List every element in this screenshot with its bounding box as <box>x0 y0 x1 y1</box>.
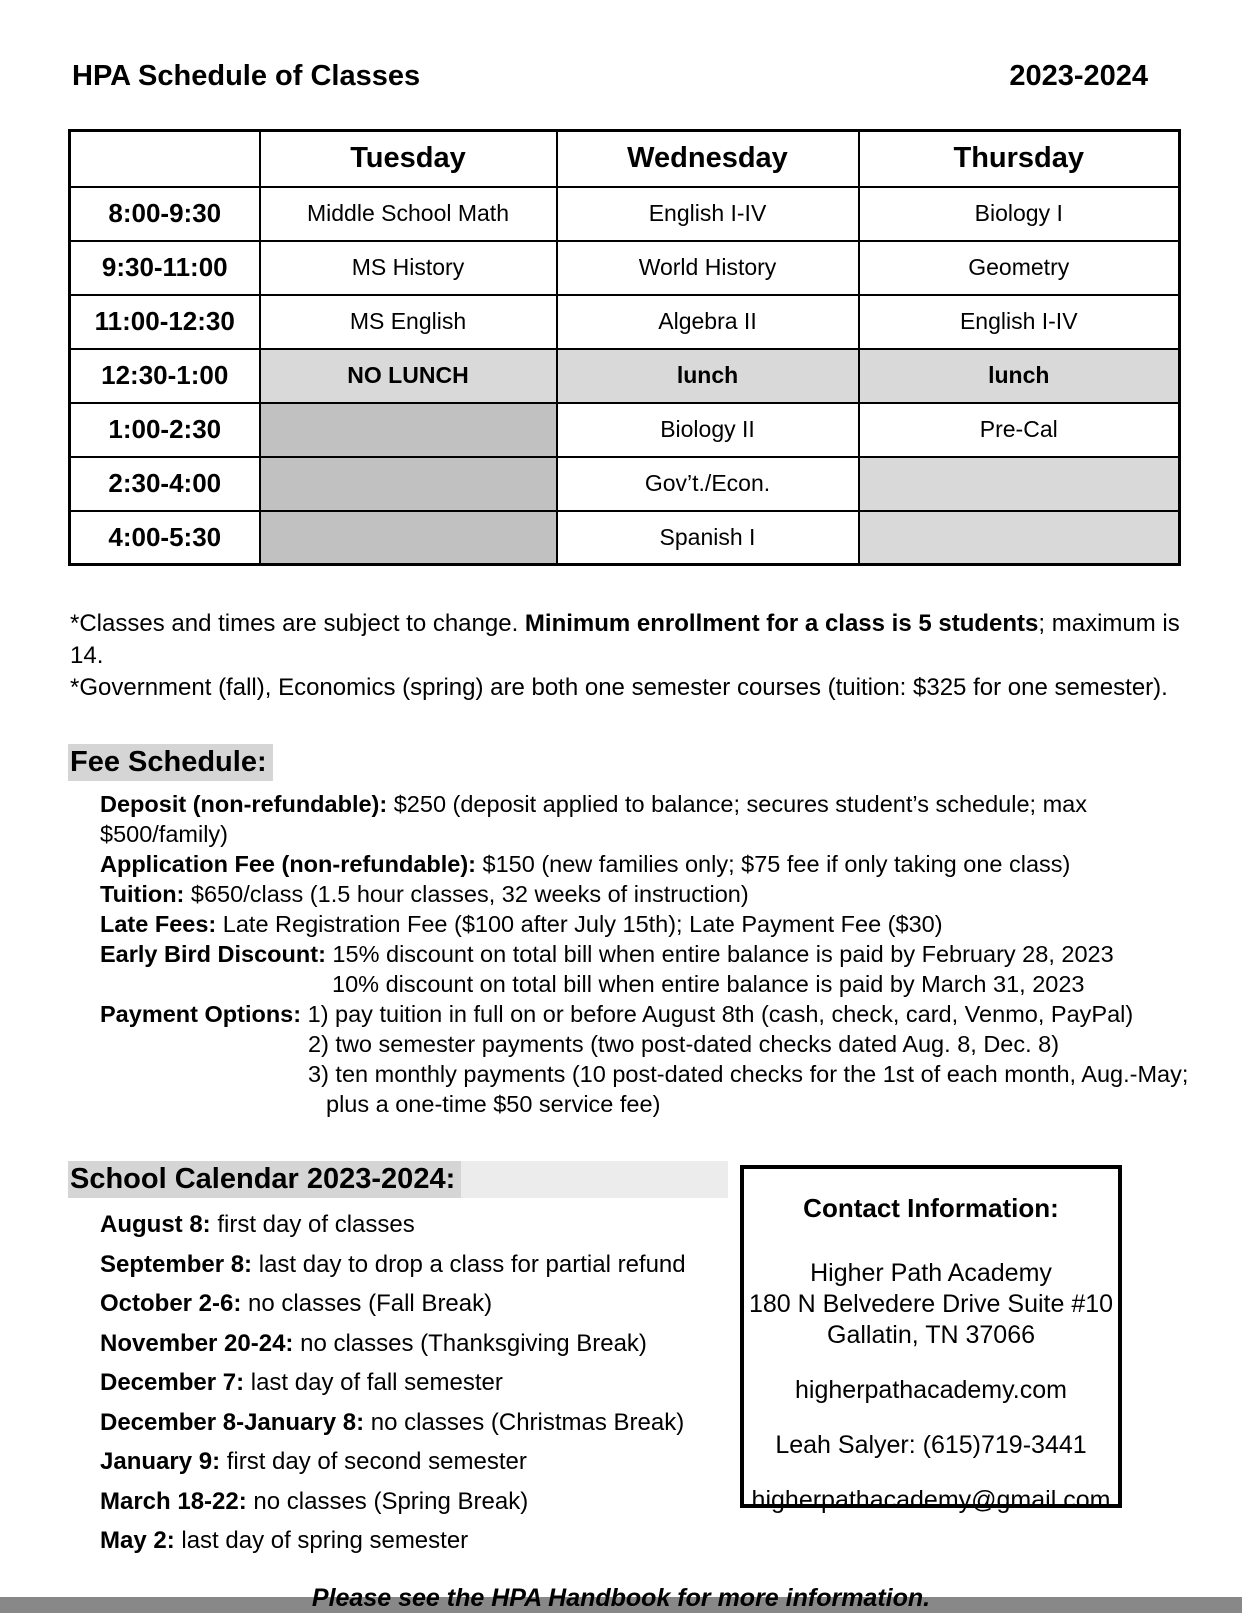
blocked-cell <box>260 457 557 511</box>
time-slot: 9:30-11:00 <box>70 241 260 295</box>
class-cell: Geometry <box>859 241 1180 295</box>
blocked-cell <box>859 457 1180 511</box>
fee-line-continuation: 3) ten monthly payments (10 post-dated checks for the 1st of each month, Aug.-May; <box>308 1061 1189 1087</box>
time-slot: 11:00-12:30 <box>70 295 260 349</box>
contact-website: higherpathacademy.com <box>795 1376 1067 1404</box>
table-row-lunch <box>70 349 1180 403</box>
calendar-event: October 2-6: no classes (Fall Break) <box>100 1290 493 1317</box>
class-cell: Spanish I <box>557 511 859 565</box>
class-cell: Biology II <box>557 403 859 457</box>
footnotes <box>70 608 1212 704</box>
lunch-cell: lunch <box>859 349 1180 403</box>
calendar-event: November 20-24: no classes (Thanksgiving Break) <box>100 1329 647 1357</box>
class-cell: English I-IV <box>859 295 1180 349</box>
table-row <box>70 295 1180 349</box>
table-row <box>70 457 1180 511</box>
document-header <box>0 0 1242 93</box>
blocked-cell <box>859 511 1180 565</box>
fee-line: Tuition: $650/class (1.5 hour classes, 32 weeks of instruction) <box>100 881 749 907</box>
calendar-event: January 9: first day of second semester <box>100 1448 527 1475</box>
contact-information-box <box>740 1165 1122 1514</box>
column-header-wednesday: Wednesday <box>557 131 859 187</box>
time-slot: 1:00-2:30 <box>70 403 260 457</box>
fee-line: Late Fees: Late Registration Fee ($100 after July 15th); Late Payment Fee ($30) <box>100 911 943 937</box>
calendar-event: August 8: first day of classes <box>100 1211 415 1238</box>
table-row <box>70 241 1180 295</box>
fee-line: Early Bird Discount: 15% discount on total bill when entire balance is paid by February 28, 2023 <box>100 941 1114 967</box>
contact-address-line2: Gallatin, TN 37066 <box>827 1321 1035 1349</box>
fee-line-continuation: plus a one-time $50 service fee) <box>326 1091 661 1117</box>
class-cell: Algebra II <box>557 295 859 349</box>
calendar-event: March 18-22: no classes (Spring Break) <box>100 1487 529 1515</box>
blocked-cell <box>260 511 557 565</box>
table-row <box>70 187 1180 241</box>
table-row <box>70 403 1180 457</box>
footnote-bold: Minimum enrollment for a class is 5 students <box>524 610 1039 637</box>
lunch-cell: NO LUNCH <box>260 349 557 403</box>
table-row <box>70 511 1180 565</box>
time-slot: 2:30-4:00 <box>70 457 260 511</box>
contact-name: Higher Path Academy <box>810 1259 1052 1287</box>
school-calendar-section <box>68 1161 740 1568</box>
contact-heading: Contact Information: <box>803 1193 1059 1223</box>
calendar-event: May 2: last day of spring semester <box>100 1527 469 1554</box>
calendar-heading: School Calendar 2023-2024: <box>68 1161 461 1198</box>
time-slot: 12:30-1:00 <box>70 349 260 403</box>
lunch-cell: lunch <box>557 349 859 403</box>
fee-line: Payment Options: 1) pay tuition in full on or before August 8th (cash, check, card, Venmo, PayPal) <box>100 1001 1134 1027</box>
class-cell: Biology I <box>859 187 1180 241</box>
calendar-events <box>68 1212 740 1553</box>
footnote-line: *Classes and times are subject to change. Minimum enrollment for a class is 5 students; maximum is 14. <box>70 610 1180 669</box>
calendar-and-contact <box>68 1161 1242 1568</box>
fee-line-continuation: 10% discount on total bill when entire balance is paid by March 31, 2023 <box>332 971 1085 997</box>
class-cell: Middle School Math <box>260 187 557 241</box>
corner-cell <box>70 131 260 187</box>
class-cell: MS History <box>260 241 557 295</box>
contact-email: higherpathacademy@gmail.com <box>751 1486 1111 1514</box>
class-schedule-table <box>68 129 1181 566</box>
footnote-line: *Government (fall), Economics (spring) are both one semester courses (tuition: $325 for one semester). <box>70 674 1168 701</box>
school-year: 2023-2024 <box>1009 60 1148 92</box>
column-header-thursday: Thursday <box>859 131 1180 187</box>
fee-line: Deposit (non-refundable): $250 (deposit applied to balance; secures student’s schedule; max $500/family) <box>100 791 1087 847</box>
calendar-event: December 7: last day of fall semester <box>100 1369 503 1396</box>
page-title: HPA Schedule of Classes <box>72 60 421 92</box>
contact-phone: Leah Salyer: (615)719-3441 <box>775 1431 1087 1459</box>
fee-schedule-heading: Fee Schedule: <box>68 744 273 781</box>
time-slot: 8:00-9:30 <box>70 187 260 241</box>
fee-schedule-lines <box>68 789 1212 1119</box>
fee-line: Application Fee (non-refundable): $150 (new families only; $75 fee if only taking one class) <box>100 851 1071 877</box>
class-cell: World History <box>557 241 859 295</box>
table-header-row <box>70 131 1180 187</box>
class-cell: Pre-Cal <box>859 403 1180 457</box>
calendar-event: September 8: last day to drop a class for partial refund <box>100 1250 686 1278</box>
calendar-heading-bar <box>68 1161 728 1198</box>
calendar-event: December 8-January 8: no classes (Christmas Break) <box>100 1408 685 1436</box>
class-cell: Gov’t./Econ. <box>557 457 859 511</box>
time-slot: 4:00-5:30 <box>70 511 260 565</box>
fee-line-continuation: 2) two semester payments (two post-dated checks dated Aug. 8, Dec. 8) <box>308 1031 1060 1057</box>
fee-schedule-section <box>68 744 1212 1119</box>
handbook-note: Please see the HPA Handbook for more information. <box>311 1583 931 1612</box>
class-cell: MS English <box>260 295 557 349</box>
blocked-cell <box>260 403 557 457</box>
class-cell: English I-IV <box>557 187 859 241</box>
column-header-tuesday: Tuesday <box>260 131 557 187</box>
contact-address-line1: 180 N Belvedere Drive Suite #10 <box>748 1290 1114 1318</box>
